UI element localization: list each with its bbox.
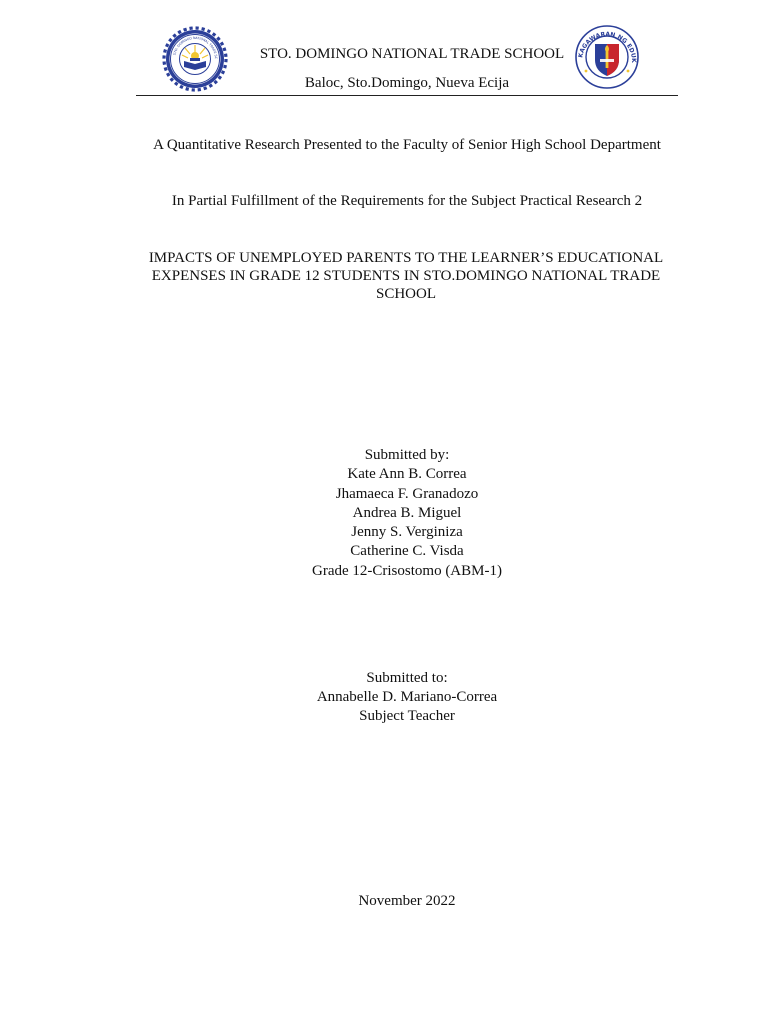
author-name: Andrea B. Miguel <box>352 504 462 521</box>
author-name: Kate Ann B. Correa <box>347 466 467 483</box>
section-name: Grade 12-Crisostomo (ABM-1) <box>312 562 502 579</box>
title-line: EXPENSES IN GRADE 12 STUDENTS IN STO.DOMINGO NATIONAL TRADE <box>151 268 661 284</box>
fulfillment-statement: In Partial Fulfillment of the Requirements for the Subject Practical Research 2 <box>171 193 643 209</box>
teacher-name: Annabelle D. Mariano-Correa <box>316 689 498 705</box>
school-name: STO. DOMINGO NATIONAL TRADE SCHOOL <box>259 46 565 62</box>
research-type: A Quantitative Research Presented to the Faculty of Senior High School Department <box>153 137 661 153</box>
submitted-by-section <box>136 446 678 581</box>
submission-date: November 2022 <box>358 893 456 909</box>
left-seal-text: STO. DOMINGO NATIONAL TRADE SC <box>172 35 219 60</box>
title-line: IMPACTS OF UNEMPLOYED PARENTS TO THE LEARNER’S EDUCATIONAL <box>148 250 664 266</box>
author-name: Catherine C. Visda <box>350 543 464 560</box>
author-name: Jhamaeca F. Granadozo <box>335 485 479 502</box>
submitted-by-label: Submitted by: <box>364 447 450 463</box>
letterhead <box>136 22 678 96</box>
submitted-to-label: Submitted to: <box>366 670 448 686</box>
submitted-to-section <box>136 669 678 726</box>
research-title <box>140 249 672 303</box>
title-line: SCHOOL <box>375 286 436 302</box>
deped-seal-icon <box>574 24 640 90</box>
teacher-role: Subject Teacher <box>359 708 455 724</box>
author-name: Jenny S. Verginiza <box>351 524 463 541</box>
school-address: Baloc, Sto.Domingo, Nueva Ecija <box>304 75 510 91</box>
right-seal-text: KAGAWARAN NG EDUK <box>577 30 638 63</box>
